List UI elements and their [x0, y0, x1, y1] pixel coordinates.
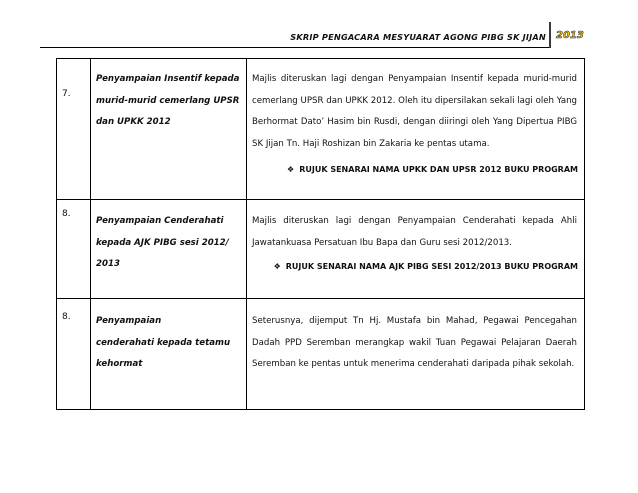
agenda-item: Penyampaian Insentif kepada murid-murid cemerlang UPSR dan UPKK 2012 [96, 74, 240, 127]
item-cell [91, 200, 247, 299]
agenda-description: Seterusnya, dijemput Tn Hj. Mustafa bin Mahad, Pegawai Pencegahan Dadah PPD Seremban merangkap wakil Tuan Pegawai Pelajaran Daerah Seremban ke pentas untuk menerima cenderahati daripada pihak sekolah. [252, 316, 577, 369]
header-title: SKRIP PENGACARA MESYUARAT AGONG PIBG SK JIJAN [290, 32, 546, 42]
agenda-description: Majlis diteruskan lagi dengan Penyampaian Insentif kepada murid-murid cemerlang UPSR dan UPKK 2012. Oleh itu dipersilakan sekali lagi oleh Yang Berhormat Dato’ Hasim bin Rusdi, dengan diiringi oleh Yang Dipertua PIBG SK Jijan Tn. Haji Roshizan bin Zakaria ke pentas utama. [252, 74, 577, 149]
table-row [57, 200, 585, 299]
description-cell [247, 299, 585, 410]
header-year: 2013 [556, 30, 584, 41]
reference-text: RUJUK SENARAI NAMA AJK PIBG SESI 2012/2013 BUKU PROGRAM [285, 262, 578, 271]
agenda-item: Penyampaian cenderahati kepada tetamu kehormat [96, 316, 234, 369]
agenda-table-container [56, 58, 584, 410]
reference-note [247, 262, 584, 271]
row-number-cell [57, 200, 91, 299]
agenda-table [56, 58, 585, 410]
agenda-description: Majlis diteruskan lagi dengan Penyampaian Cenderahati kepada Ahli Jawatankuasa Persatuan Ibu Bapa dan Guru sesi 2012/2013. [252, 216, 577, 248]
description-cell [247, 59, 585, 200]
item-cell [91, 59, 247, 200]
description-cell [247, 200, 585, 299]
header-rule [40, 47, 549, 48]
table-row [57, 299, 585, 410]
item-cell [91, 299, 247, 410]
row-number: 8. [62, 209, 71, 219]
page-header [0, 22, 638, 50]
row-number: 8. [62, 312, 71, 322]
diamond-bullet-icon: ❖ [273, 262, 281, 271]
diamond-bullet-icon: ❖ [287, 165, 295, 174]
row-number: 7. [62, 89, 71, 99]
header-separator [549, 22, 551, 48]
table-row [57, 59, 585, 200]
row-number-cell [57, 299, 91, 410]
row-number-cell [57, 59, 91, 200]
reference-text: RUJUK SENARAI NAMA UPKK DAN UPSR 2012 BUKU PROGRAM [299, 165, 578, 174]
agenda-item: Penyampaian Cenderahati kepada AJK PIBG sesi 2012/ 2013 [96, 216, 229, 269]
reference-note [247, 165, 584, 174]
